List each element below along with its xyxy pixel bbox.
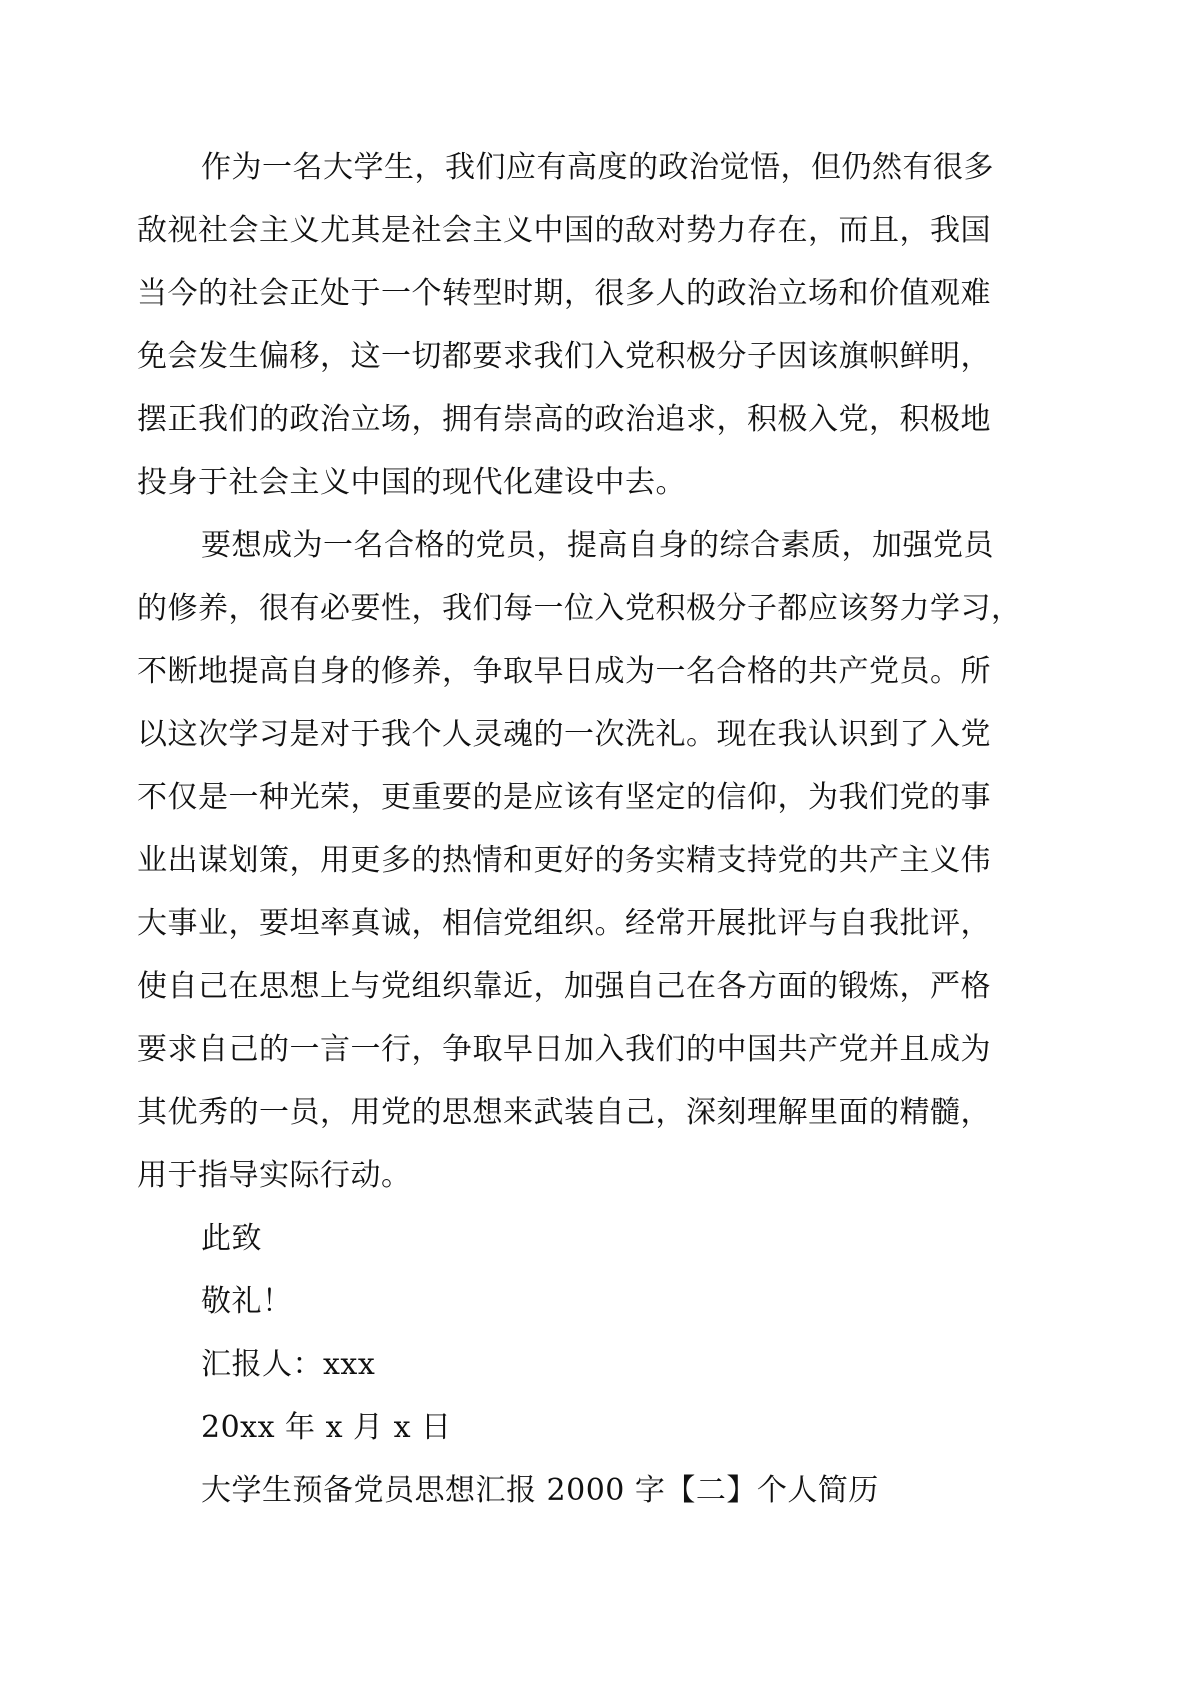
text-line: 要想成为一名合格的党员，提高自身的综合素质，加强党员 — [201, 528, 994, 563]
text-line: 要求自己的一言一行，争取早日加入我们的中国共产党并且成为 — [137, 1032, 991, 1067]
text-line: 不断地提高自身的修养，争取早日成为一名合格的共产党员。所 — [137, 654, 991, 689]
text-line: 大事业，要坦率真诚，相信党组织。经常开展批评与自我批评， — [137, 906, 991, 941]
text-line: 的修养，很有必要性，我们每一位入党积极分子都应该努力学习， — [137, 591, 1022, 626]
text-line: 其优秀的一员，用党的思想来武装自己，深刻理解里面的精髓， — [137, 1095, 991, 1130]
text-line: 当今的社会正处于一个转型时期，很多人的政治立场和价值观难 — [137, 276, 991, 311]
text-line: 免会发生偏移，这一切都要求我们入党积极分子因该旗帜鲜明， — [137, 339, 991, 374]
reporter-name: 汇报人：xxx — [201, 1347, 376, 1382]
text-line: 作为一名大学生，我们应有高度的政治觉悟，但仍然有很多 — [201, 150, 994, 185]
text-line: 使自己在思想上与党组织靠近，加强自己在各方面的锻炼，严格 — [137, 969, 991, 1004]
text-line: 敌视社会主义尤其是社会主义中国的敌对势力存在，而且，我国 — [137, 213, 991, 248]
next-section-title: 大学生预备党员思想汇报 2000 字【二】个人简历 — [201, 1473, 879, 1508]
report-date: 20xx 年 x 月 x 日 — [201, 1410, 452, 1445]
text-line: 用于指导实际行动。 — [137, 1158, 412, 1193]
closing-greeting: 此致 — [201, 1221, 262, 1256]
text-line: 投身于社会主义中国的现代化建设中去。 — [137, 465, 686, 500]
text-line: 业出谋划策，用更多的热情和更好的务实精支持党的共产主义伟 — [137, 843, 991, 878]
text-line: 摆正我们的政治立场，拥有崇高的政治追求，积极入党，积极地 — [137, 402, 991, 437]
closing-salute: 敬礼！ — [201, 1284, 293, 1319]
text-line: 以这次学习是对于我个人灵魂的一次洗礼。现在我认识到了入党 — [137, 717, 991, 752]
text-line: 不仅是一种光荣，更重要的是应该有坚定的信仰，为我们党的事 — [137, 780, 991, 815]
